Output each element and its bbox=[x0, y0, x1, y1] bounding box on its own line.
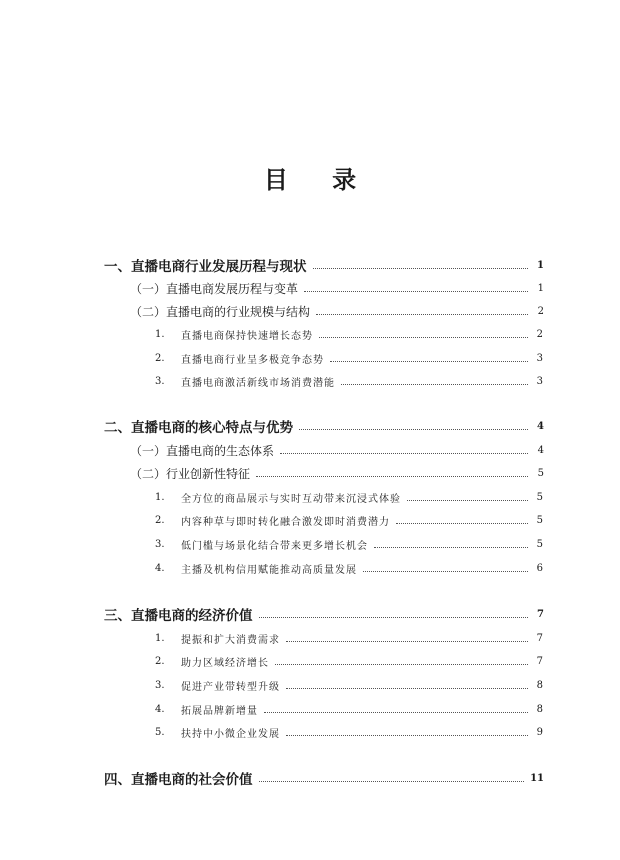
toc-entry-page: 4 bbox=[537, 444, 544, 456]
toc-entry-page: 2 bbox=[537, 305, 544, 317]
toc-leader-dots bbox=[374, 547, 528, 548]
toc-entry-text: 内容种草与即时转化融合激发即时消费潜力 bbox=[181, 516, 390, 528]
toc-leader-dots bbox=[407, 500, 528, 501]
toc-entry-text: 促进产业带转型升级 bbox=[181, 681, 280, 693]
toc-entry-number: 四、 bbox=[104, 772, 131, 788]
toc-entry-3-5[interactable] bbox=[155, 723, 544, 741]
toc-entry-3-2[interactable] bbox=[155, 652, 544, 670]
toc-title: 目 录 bbox=[263, 165, 375, 194]
toc-entry-number: 一、 bbox=[104, 259, 131, 275]
toc-entry-number: 3. bbox=[155, 538, 165, 550]
toc-entry-text: 直播电商的核心特点与优势 bbox=[131, 420, 293, 436]
toc-entry-page: 5 bbox=[536, 538, 544, 550]
toc-entry-number: 2. bbox=[155, 352, 165, 364]
toc-entry-section-4[interactable] bbox=[104, 769, 544, 787]
toc-entry-2-1[interactable] bbox=[130, 441, 544, 459]
toc-entry-page: 3 bbox=[536, 375, 544, 387]
toc-entry-1-2-3[interactable] bbox=[155, 372, 544, 390]
toc-entry-number: 3. bbox=[155, 679, 165, 691]
toc-entry-text: 全方位的商品展示与实时互动带来沉浸式体验 bbox=[181, 493, 401, 505]
toc-entry-2-2[interactable] bbox=[130, 464, 544, 482]
toc-entry-1-2[interactable] bbox=[130, 302, 544, 320]
toc-entry-2-2-4[interactable] bbox=[155, 559, 544, 577]
toc-entry-number: 1. bbox=[155, 491, 165, 503]
toc-entry-text: 主播及机构信用赋能推动高质量发展 bbox=[181, 564, 357, 576]
toc-entry-number: （一） bbox=[130, 443, 167, 458]
toc-entry-3-1[interactable] bbox=[155, 629, 544, 647]
toc-entry-page: 3 bbox=[536, 352, 544, 364]
toc-leader-dots bbox=[316, 314, 528, 315]
toc-entry-text: 直播电商的社会价值 bbox=[131, 772, 253, 788]
toc-entry-3-4[interactable] bbox=[155, 700, 544, 718]
toc-entry-page: 6 bbox=[536, 562, 544, 574]
toc-leader-dots bbox=[256, 476, 528, 477]
toc-entry-page: 5 bbox=[536, 514, 544, 526]
toc-leader-dots bbox=[280, 453, 528, 454]
toc-entry-page: 4 bbox=[537, 420, 544, 432]
toc-entry-text: 提振和扩大消费需求 bbox=[181, 634, 280, 646]
toc-entry-2-2-3[interactable] bbox=[155, 535, 544, 553]
toc-entry-section-1[interactable] bbox=[104, 256, 544, 274]
toc-entry-text: 直播电商激活新线市场消费潜能 bbox=[181, 377, 335, 389]
toc-entry-text: 直播电商的行业规模与结构 bbox=[166, 304, 311, 319]
toc-leader-dots bbox=[259, 781, 525, 782]
toc-entry-1-1[interactable] bbox=[130, 279, 544, 297]
toc-entry-page: 5 bbox=[537, 467, 544, 479]
toc-leader-dots bbox=[341, 384, 528, 385]
toc-entry-page: 7 bbox=[537, 608, 544, 620]
toc-leader-dots bbox=[330, 361, 528, 362]
toc-entry-2-2-1[interactable] bbox=[155, 488, 544, 506]
toc-entry-section-2[interactable] bbox=[104, 417, 544, 435]
toc-entry-text: 直播电商行业发展历程与现状 bbox=[131, 259, 307, 275]
toc-leader-dots bbox=[304, 291, 528, 292]
toc-entry-number: 三、 bbox=[104, 608, 131, 624]
toc-entry-number: （二） bbox=[130, 304, 167, 319]
toc-entry-number: （一） bbox=[130, 281, 167, 296]
toc-entry-3-3[interactable] bbox=[155, 676, 544, 694]
toc-entry-number: 4. bbox=[155, 703, 165, 715]
toc-entry-number: 3. bbox=[155, 375, 165, 387]
toc-entry-page: 7 bbox=[536, 632, 544, 644]
toc-entry-text: 行业创新性特征 bbox=[166, 466, 251, 481]
toc-leader-dots bbox=[264, 712, 528, 713]
toc-leader-dots bbox=[286, 688, 528, 689]
toc-entry-2-2-2[interactable] bbox=[155, 511, 544, 529]
toc-leader-dots bbox=[286, 735, 528, 736]
toc-entry-text: 助力区域经济增长 bbox=[181, 657, 269, 669]
toc-entry-page: 8 bbox=[536, 679, 544, 691]
toc-leader-dots bbox=[319, 337, 528, 338]
toc-entry-number: 4. bbox=[155, 562, 165, 574]
toc-leader-dots bbox=[313, 268, 529, 269]
toc-entry-number: 1. bbox=[155, 328, 165, 340]
toc-entry-text: 直播电商发展历程与变革 bbox=[166, 281, 299, 296]
toc-entry-text: 直播电商行业呈多极竞争态势 bbox=[181, 354, 324, 366]
toc-entry-page: 8 bbox=[536, 703, 544, 715]
toc-entry-page: 2 bbox=[536, 328, 544, 340]
toc-entry-page: 7 bbox=[536, 655, 544, 667]
toc-entry-text: 扶持中小微企业发展 bbox=[181, 728, 280, 740]
toc-entry-section-3[interactable] bbox=[104, 605, 544, 623]
toc-leader-dots bbox=[396, 523, 528, 524]
toc-entry-1-2-2[interactable] bbox=[155, 349, 544, 367]
toc-entry-number: 二、 bbox=[104, 420, 131, 436]
toc-entry-page: 9 bbox=[536, 726, 544, 738]
toc-entry-text: 直播电商保持快速增长态势 bbox=[181, 330, 313, 342]
toc-entry-number: 2. bbox=[155, 655, 165, 667]
toc-entry-text: 拓展品牌新增量 bbox=[181, 705, 258, 717]
toc-entry-number: 5. bbox=[155, 726, 165, 738]
toc-entry-1-2-1[interactable] bbox=[155, 325, 544, 343]
toc-leader-dots bbox=[259, 617, 529, 618]
toc-entry-page: 11 bbox=[530, 772, 544, 784]
toc-entry-number: （二） bbox=[130, 466, 167, 481]
toc-entry-number: 2. bbox=[155, 514, 165, 526]
toc-entry-page: 1 bbox=[537, 282, 544, 294]
toc-entry-page: 5 bbox=[536, 491, 544, 503]
toc-leader-dots bbox=[363, 571, 528, 572]
toc-leader-dots bbox=[286, 641, 528, 642]
toc-entry-number: 1. bbox=[155, 632, 165, 644]
toc-entry-text: 低门槛与场景化结合带来更多增长机会 bbox=[181, 540, 368, 552]
toc-entry-page: 1 bbox=[537, 259, 544, 271]
toc-leader-dots bbox=[299, 429, 528, 430]
toc-leader-dots bbox=[275, 664, 528, 665]
toc-entry-text: 直播电商的生态体系 bbox=[166, 443, 275, 458]
toc-entry-text: 直播电商的经济价值 bbox=[131, 608, 253, 624]
